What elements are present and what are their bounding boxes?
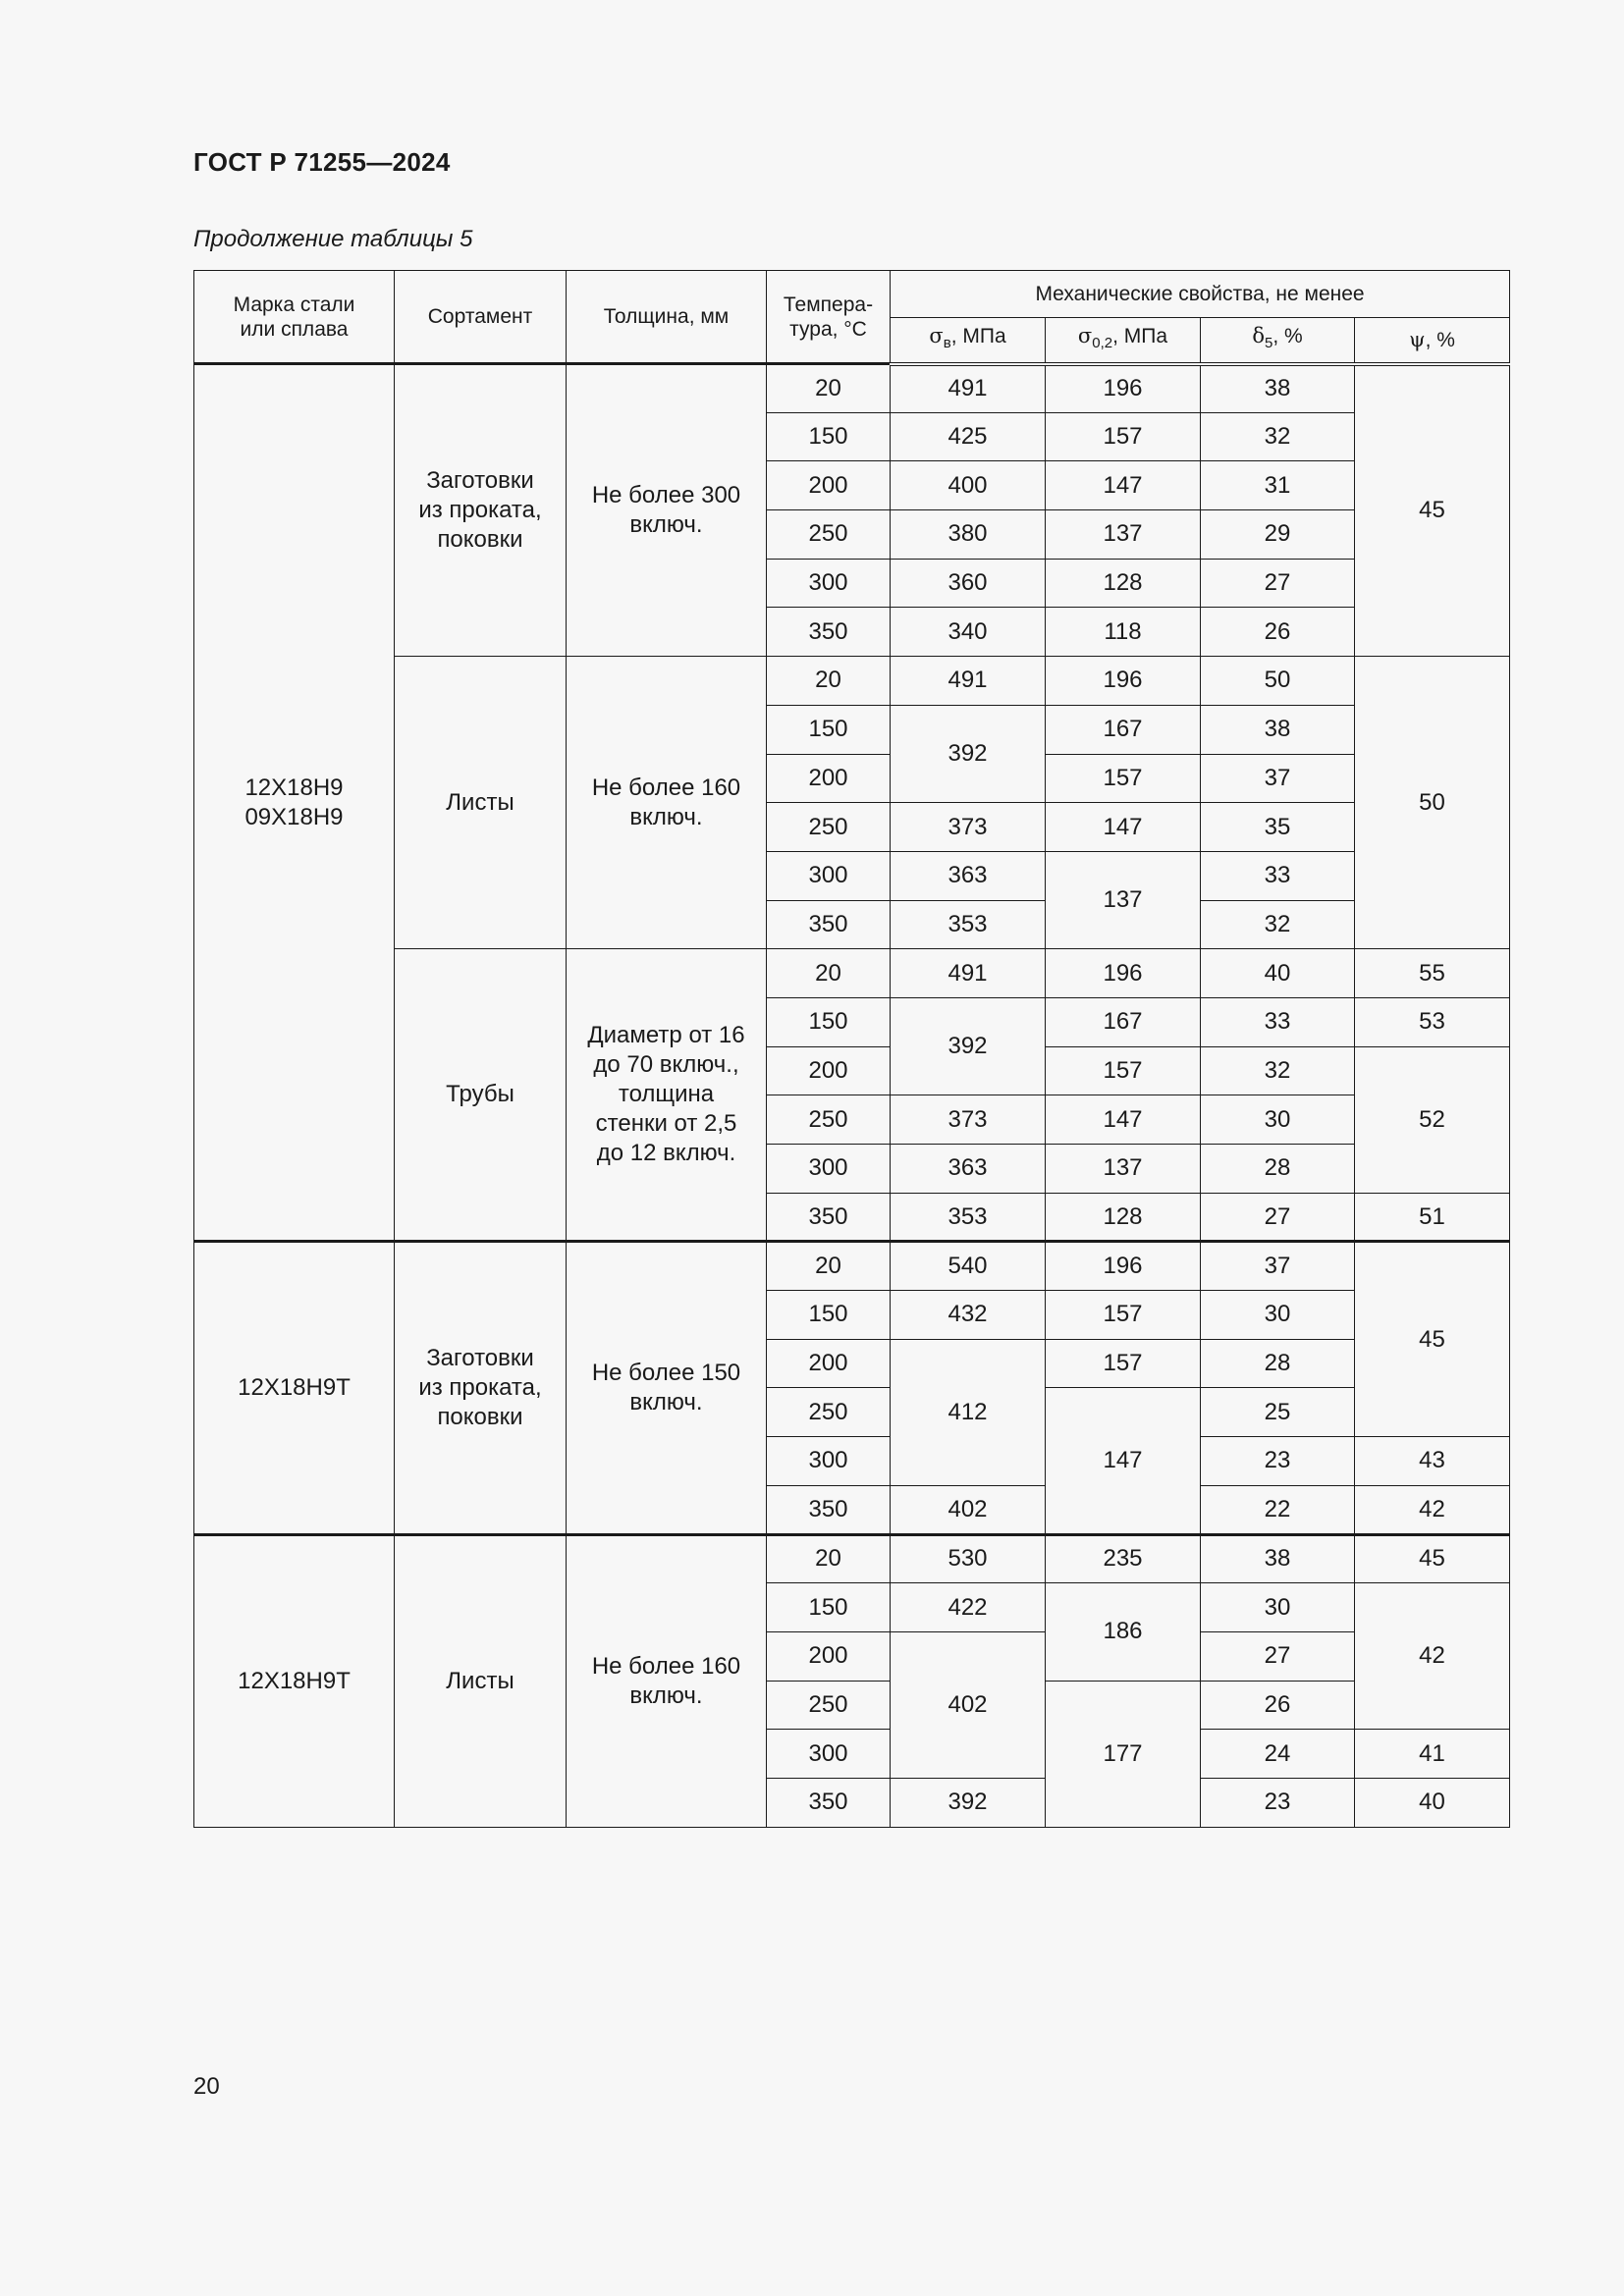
temperature-cell: 300 <box>767 1730 891 1779</box>
temperature-cell: 250 <box>767 1681 891 1730</box>
assortment-line: Трубы <box>446 1081 514 1108</box>
assortment-cell <box>395 949 567 1242</box>
sigma-b-cell: 530 <box>891 1534 1046 1583</box>
header-sigma-b <box>891 318 1046 364</box>
sigma-02-cell: 157 <box>1046 1291 1201 1340</box>
sigma-02-unit: , МПа <box>1112 325 1168 348</box>
delta5-cell: 35 <box>1201 803 1355 852</box>
sigma-02-cell: 147 <box>1046 1388 1201 1534</box>
temperature-cell: 200 <box>767 1339 891 1388</box>
thickness-line: Не более 160 <box>591 1652 741 1680</box>
psi-cell: 42 <box>1355 1485 1510 1534</box>
sigma-02-cell: 128 <box>1046 1193 1201 1242</box>
grade-name: 12Х18Н9Т <box>238 1667 351 1694</box>
assortment-line: Листы <box>446 788 514 816</box>
delta5-cell: 23 <box>1201 1778 1355 1827</box>
temperature-cell: 20 <box>767 1242 891 1291</box>
sigma-b-cell: 412 <box>891 1339 1046 1485</box>
delta5-cell: 32 <box>1201 1046 1355 1095</box>
grade-name: 12Х18Н9Т <box>238 1373 351 1401</box>
thickness-line: включ. <box>629 803 703 830</box>
sigma-b-cell: 340 <box>891 608 1046 657</box>
thickness-line: до 70 включ., <box>593 1051 739 1079</box>
delta5-cell: 40 <box>1201 949 1355 998</box>
temperature-cell: 20 <box>767 1534 891 1583</box>
temperature-cell: 250 <box>767 510 891 560</box>
temperature-cell: 250 <box>767 1388 891 1437</box>
assortment-cell <box>395 1242 567 1534</box>
assortment-line: Заготовки <box>426 467 534 495</box>
header-delta5 <box>1201 318 1355 364</box>
psi-symbol: ψ <box>1409 327 1426 351</box>
temperature-cell: 300 <box>767 851 891 900</box>
thickness-cell <box>567 364 767 657</box>
sigma-symbol: σ <box>929 324 944 348</box>
assortment-line: Листы <box>446 1667 514 1694</box>
grade-cell <box>194 364 395 1242</box>
thickness-line: Не более 300 <box>591 482 741 509</box>
delta-symbol: δ <box>1252 324 1265 348</box>
delta5-cell: 33 <box>1201 997 1355 1046</box>
temperature-cell: 20 <box>767 949 891 998</box>
assortment-line: из проката, <box>418 497 542 524</box>
temperature-cell: 300 <box>767 1145 891 1194</box>
delta5-cell: 26 <box>1201 1681 1355 1730</box>
psi-cell: 45 <box>1355 1242 1510 1437</box>
temperature-cell: 300 <box>767 559 891 608</box>
sigma-02-cell: 147 <box>1046 803 1201 852</box>
sigma-b-cell: 491 <box>891 364 1046 413</box>
sigma-02-cell: 157 <box>1046 1339 1201 1388</box>
sigma-b-cell: 402 <box>891 1631 1046 1778</box>
sigma-02-cell: 167 <box>1046 705 1201 754</box>
header-grade <box>194 271 395 364</box>
thickness-line: Диаметр от 16 <box>587 1022 745 1049</box>
delta5-cell: 27 <box>1201 1631 1355 1681</box>
temperature-cell: 250 <box>767 1095 891 1145</box>
sigma-02-cell: 196 <box>1046 1242 1201 1291</box>
thickness-line: Не более 160 <box>591 774 741 801</box>
delta5-cell: 30 <box>1201 1583 1355 1632</box>
sigma-b-cell: 380 <box>891 510 1046 560</box>
sigma-b-cell: 373 <box>891 1095 1046 1145</box>
psi-cell: 45 <box>1355 1534 1510 1583</box>
delta5-unit: , % <box>1272 325 1303 348</box>
temperature-cell: 200 <box>767 754 891 803</box>
psi-cell: 43 <box>1355 1437 1510 1486</box>
sigma-b-cell: 353 <box>891 900 1046 949</box>
thickness-line: включ. <box>629 511 703 539</box>
delta5-cell: 26 <box>1201 608 1355 657</box>
temperature-cell: 350 <box>767 1193 891 1242</box>
delta5-cell: 25 <box>1201 1388 1355 1437</box>
temperature-cell: 20 <box>767 657 891 706</box>
delta5-cell: 32 <box>1201 900 1355 949</box>
sigma-symbol: σ <box>1077 324 1093 348</box>
assortment-line: Заготовки <box>426 1344 534 1371</box>
temperature-cell: 250 <box>767 803 891 852</box>
psi-unit: , % <box>1425 328 1455 351</box>
sigma-02-cell: 118 <box>1046 608 1201 657</box>
header-temperature-line: тура, °C <box>789 317 867 341</box>
psi-cell: 41 <box>1355 1730 1510 1779</box>
delta5-cell: 32 <box>1201 412 1355 461</box>
sigma-02-cell: 196 <box>1046 949 1201 998</box>
sigma-b-subscript: в <box>943 335 951 352</box>
psi-cell: 53 <box>1355 997 1510 1046</box>
delta5-subscript: 5 <box>1264 335 1273 352</box>
sigma-02-cell: 157 <box>1046 754 1201 803</box>
sigma-b-cell: 540 <box>891 1242 1046 1291</box>
header-psi <box>1355 318 1510 364</box>
sigma-02-cell: 147 <box>1046 461 1201 510</box>
psi-cell: 42 <box>1355 1583 1510 1730</box>
sigma-02-cell: 157 <box>1046 1046 1201 1095</box>
assortment-cell <box>395 364 567 657</box>
delta5-cell: 24 <box>1201 1730 1355 1779</box>
temperature-cell: 350 <box>767 608 891 657</box>
sigma-02-cell: 235 <box>1046 1534 1201 1583</box>
table-row <box>194 1534 1510 1583</box>
delta5-cell: 23 <box>1201 1437 1355 1486</box>
grade-cell <box>194 1242 395 1534</box>
temperature-cell: 350 <box>767 1778 891 1827</box>
delta5-cell: 38 <box>1201 1534 1355 1583</box>
delta5-cell: 37 <box>1201 1242 1355 1291</box>
sigma-b-unit: , МПа <box>950 325 1006 348</box>
delta5-cell: 28 <box>1201 1339 1355 1388</box>
delta5-cell: 38 <box>1201 705 1355 754</box>
temperature-cell: 350 <box>767 900 891 949</box>
header-thickness: Толщина, мм <box>567 271 767 364</box>
thickness-cell <box>567 1534 767 1827</box>
sigma-b-cell: 491 <box>891 949 1046 998</box>
temperature-cell: 150 <box>767 1583 891 1632</box>
thickness-line: до 12 включ. <box>596 1140 736 1167</box>
sigma-02-cell: 167 <box>1046 997 1201 1046</box>
delta5-cell: 30 <box>1201 1291 1355 1340</box>
header-sigma-02 <box>1046 318 1201 364</box>
sigma-b-cell: 392 <box>891 1778 1046 1827</box>
page-number: 20 <box>193 2073 220 2100</box>
delta5-cell: 27 <box>1201 559 1355 608</box>
temperature-cell: 150 <box>767 705 891 754</box>
sigma-b-cell: 432 <box>891 1291 1046 1340</box>
delta5-cell: 33 <box>1201 851 1355 900</box>
temperature-cell: 20 <box>767 364 891 413</box>
thickness-cell <box>567 949 767 1242</box>
thickness-line: толщина <box>618 1081 715 1108</box>
sigma-02-cell: 196 <box>1046 364 1201 413</box>
header-mechanical-properties: Механические свойства, не менее <box>891 271 1510 318</box>
header-temperature <box>767 271 891 364</box>
sigma-b-cell: 400 <box>891 461 1046 510</box>
thickness-line: включ. <box>629 1388 703 1415</box>
document-header: ГОСТ Р 71255—2024 <box>193 147 451 177</box>
sigma-b-cell: 422 <box>891 1583 1046 1632</box>
sigma-02-cell: 137 <box>1046 510 1201 560</box>
sigma-02-cell: 137 <box>1046 851 1201 948</box>
grade-cell <box>194 1534 395 1827</box>
sigma-b-cell: 360 <box>891 559 1046 608</box>
grade-name: 12Х18Н9 <box>244 774 344 801</box>
header-temperature-line: Темпера- <box>783 293 874 316</box>
thickness-line: стенки от 2,5 <box>595 1110 737 1138</box>
delta5-cell: 28 <box>1201 1145 1355 1194</box>
sigma-02-cell: 157 <box>1046 412 1201 461</box>
thickness-cell <box>567 1242 767 1534</box>
temperature-cell: 150 <box>767 997 891 1046</box>
sigma-02-cell: 196 <box>1046 657 1201 706</box>
assortment-cell <box>395 657 567 949</box>
header-grade-line: или сплава <box>240 317 349 341</box>
delta5-cell: 27 <box>1201 1193 1355 1242</box>
delta5-cell: 30 <box>1201 1095 1355 1145</box>
delta5-cell: 29 <box>1201 510 1355 560</box>
delta5-cell: 50 <box>1201 657 1355 706</box>
header-grade-line: Марка стали <box>233 293 355 316</box>
sigma-b-cell: 392 <box>891 705 1046 802</box>
sigma-b-cell: 373 <box>891 803 1046 852</box>
assortment-cell <box>395 1534 567 1827</box>
sigma-b-cell: 353 <box>891 1193 1046 1242</box>
delta5-cell: 38 <box>1201 364 1355 413</box>
delta5-cell: 37 <box>1201 754 1355 803</box>
header-assortment: Сортамент <box>395 271 567 364</box>
sigma-b-cell: 363 <box>891 851 1046 900</box>
assortment-line: поковки <box>437 526 523 554</box>
sigma-b-cell: 425 <box>891 412 1046 461</box>
temperature-cell: 200 <box>767 1046 891 1095</box>
grade-name: 09Х18Н9 <box>244 803 344 830</box>
temperature-cell: 300 <box>767 1437 891 1486</box>
psi-cell: 40 <box>1355 1778 1510 1827</box>
assortment-line: поковки <box>437 1403 523 1430</box>
sigma-02-cell: 128 <box>1046 559 1201 608</box>
assortment-line: из проката, <box>418 1373 542 1401</box>
table-row <box>194 364 1510 413</box>
temperature-cell: 200 <box>767 1631 891 1681</box>
sigma-02-cell: 186 <box>1046 1583 1201 1681</box>
mechanical-properties-table <box>193 270 1510 1828</box>
sigma-02-cell: 147 <box>1046 1095 1201 1145</box>
psi-cell: 51 <box>1355 1193 1510 1242</box>
sigma-02-cell: 177 <box>1046 1681 1201 1827</box>
sigma-b-cell: 491 <box>891 657 1046 706</box>
delta5-cell: 22 <box>1201 1485 1355 1534</box>
temperature-cell: 350 <box>767 1485 891 1534</box>
sigma-02-subscript: 0,2 <box>1092 335 1113 352</box>
delta5-cell: 31 <box>1201 461 1355 510</box>
psi-cell: 52 <box>1355 1046 1510 1193</box>
thickness-line: Не более 150 <box>591 1359 741 1386</box>
thickness-cell <box>567 657 767 949</box>
temperature-cell: 150 <box>767 1291 891 1340</box>
sigma-b-cell: 402 <box>891 1485 1046 1534</box>
sigma-b-cell: 392 <box>891 997 1046 1095</box>
sigma-02-cell: 137 <box>1046 1145 1201 1194</box>
thickness-line: включ. <box>629 1682 703 1709</box>
sigma-b-cell: 363 <box>891 1145 1046 1194</box>
psi-cell: 45 <box>1355 364 1510 657</box>
psi-cell: 55 <box>1355 949 1510 998</box>
temperature-cell: 200 <box>767 461 891 510</box>
table-row <box>194 1242 1510 1291</box>
psi-cell: 50 <box>1355 657 1510 949</box>
table-caption: Продолжение таблицы 5 <box>193 226 473 252</box>
temperature-cell: 150 <box>767 412 891 461</box>
